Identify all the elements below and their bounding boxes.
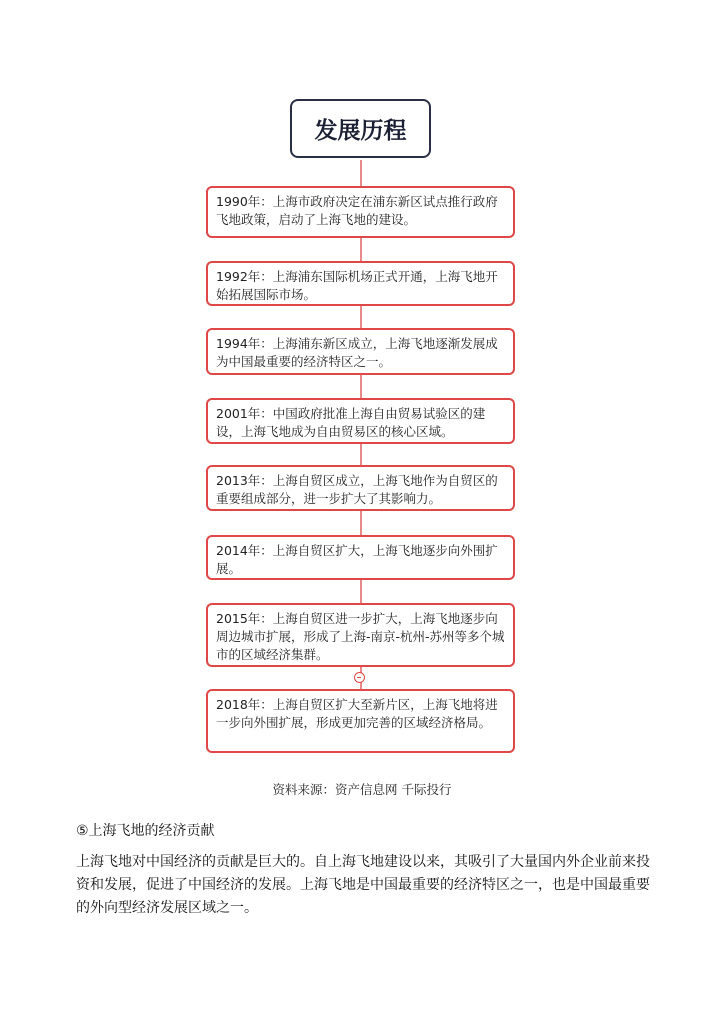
event-2013: 2013年：上海自贸区成立，上海飞地作为自贸区的重要组成部分，进一步扩大了其影响力。 xyxy=(206,465,515,511)
section-heading: ⑤上海飞地的经济贡献 xyxy=(76,823,215,839)
collapse-toggle-icon[interactable] xyxy=(354,672,365,683)
event-2001: 2001年：中国政府批准上海自由贸易试验区的建设，上海飞地成为自由贸易区的核心区域。 xyxy=(206,398,515,444)
diagram-title: 发展历程 xyxy=(290,99,431,158)
source-caption: 资料来源：资产信息网 千际投行 xyxy=(272,782,452,797)
event-1990: 1990年：上海市政府决定在浦东新区试点推行政府飞地政策，启动了上海飞地的建设。 xyxy=(206,186,515,238)
event-1994: 1994年：上海浦东新区成立，上海飞地逐渐发展成为中国最重要的经济特区之一。 xyxy=(206,328,515,375)
event-1992: 1992年：上海浦东国际机场正式开通，上海飞地开始拓展国际市场。 xyxy=(206,261,515,306)
section-paragraph: 上海飞地对中国经济的贡献是巨大的。自上海飞地建设以来，其吸引了大量国内外企业前来投资和发展，促进了中国经济的发展。上海飞地是中国最重要的经济特区之一，也是中国最重要的外向型经济发展区域之一。 xyxy=(76,854,650,916)
event-2018: 2018年：上海自贸区扩大至新片区，上海飞地将进一步向外围扩展，形成更加完善的区域经济格局。 xyxy=(206,689,515,753)
event-2015: 2015年：上海自贸区进一步扩大，上海飞地逐步向周边城市扩展，形成了上海-南京-杭州-苏州等多个城市的区域经济集群。 xyxy=(206,603,515,667)
event-2014: 2014年：上海自贸区扩大，上海飞地逐步向外围扩展。 xyxy=(206,535,515,580)
